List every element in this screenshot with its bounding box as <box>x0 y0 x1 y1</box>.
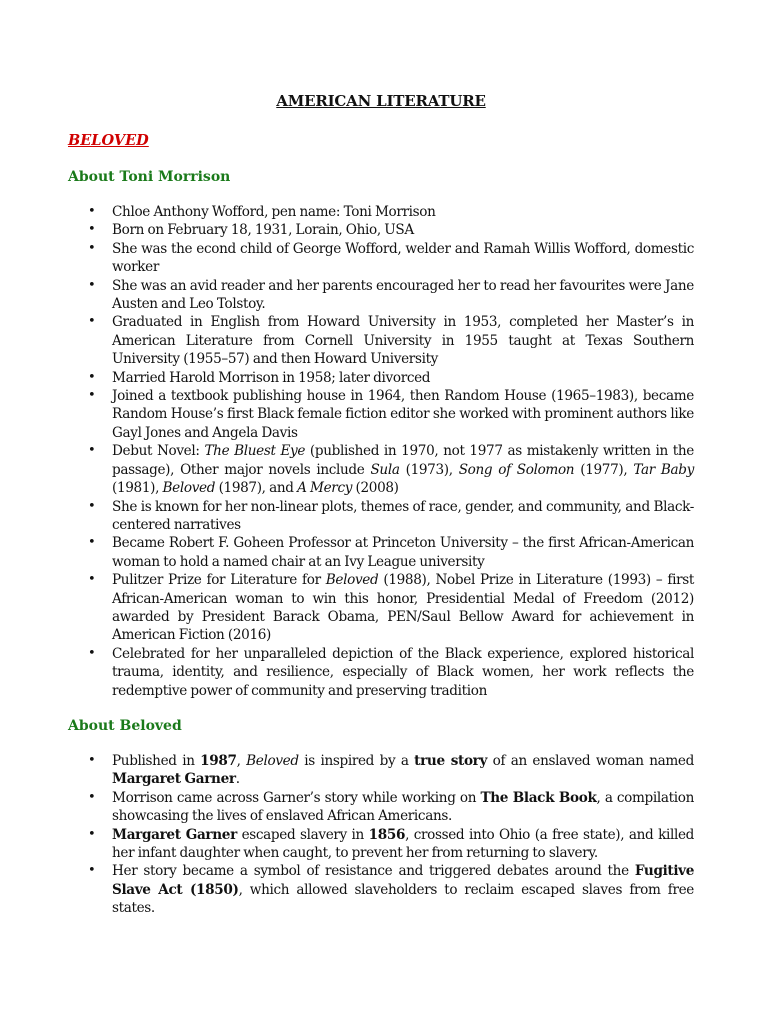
text-run: Song of Solomon <box>458 461 575 478</box>
bullet-icon: • <box>88 314 96 330</box>
list-item <box>68 369 694 387</box>
list-item <box>68 645 694 700</box>
text-run: , <box>236 752 247 769</box>
text-run: (published in 1970, not 1977 as mistakenly written in the passage), Other major novels include <box>112 443 694 478</box>
text-run: , which allowed slaveholders to reclaim escaped slaves from free states. <box>112 881 694 917</box>
document-page <box>68 92 694 936</box>
list-item <box>68 571 694 645</box>
list-item <box>68 534 694 571</box>
text-run: Became Robert F. Goheen Professor at Princeton University – the first African-American woman to hold a named chair at an Ivy League university <box>112 535 694 570</box>
bullet-icon: • <box>88 752 96 768</box>
text-run: She was the econd child of George Wofford, welder and Ramah Willis Wofford, domestic worker <box>112 240 694 276</box>
text-run: (1987), and <box>215 480 298 497</box>
bullet-icon: • <box>88 388 96 404</box>
text-run: Published in <box>112 752 201 769</box>
text-run: Margaret Garner <box>112 771 236 788</box>
text-run: Her story became a symbol of resistance and triggered debates around the <box>112 863 635 880</box>
section-heading: About Toni Morrison <box>68 169 231 185</box>
text-run: 1856 <box>368 826 406 843</box>
text-run: Debut Novel: <box>112 443 205 460</box>
text-run: (2008) <box>352 480 399 497</box>
text-run: Beloved <box>325 572 379 589</box>
bullet-icon: • <box>88 369 96 385</box>
text-run: Beloved <box>162 480 216 497</box>
bullet-icon: • <box>88 863 96 879</box>
text-run: Fugitive Slave Act (1850) <box>112 863 694 898</box>
text-run: She is known for her non-linear plots, themes of race, gender, and community, and Black-centered narratives <box>112 498 694 533</box>
bullet-icon: • <box>88 222 96 238</box>
section-about-beloved <box>68 718 694 918</box>
text-run: Celebrated for her unparalleled depiction of the Black experience, explored historical trauma, identity, and resilience, especially of Black women, her work reflects the redemptive power of community and preserving tradition <box>112 645 694 699</box>
text-run: (1981), <box>112 480 163 497</box>
list-item <box>68 752 694 789</box>
list-item <box>68 387 694 442</box>
text-run: The Bluest Eye <box>204 443 306 460</box>
section-about-morrison <box>68 169 694 700</box>
section-heading: About Beloved <box>68 717 182 734</box>
bullet-icon: • <box>88 645 96 661</box>
text-run: Graduated in English from Howard University in 1953, completed her Master’s in American Literature from Cornell University in 1955 taught at Texas Southern University (1955–57) and then Howard University <box>112 314 694 368</box>
text-run: , a compilation showcasing the lives of enslaved African Americans. <box>112 789 694 825</box>
text-run: Beloved <box>246 752 299 769</box>
text-run: escaped slavery in <box>236 826 369 843</box>
text-run: , crossed into Ohio (a free state), and killed her infant daughter when caught, to prevent her from returning to slavery. <box>112 826 694 861</box>
text-run: 1987 <box>200 752 237 769</box>
text-run: Margaret Garner <box>112 826 237 843</box>
text-run: true story <box>414 752 488 769</box>
bullet-icon: • <box>88 204 96 219</box>
text-run: Tar Baby <box>633 461 694 478</box>
list-item <box>68 203 694 221</box>
list-item <box>68 277 694 314</box>
book-title: BELOVED <box>68 132 149 149</box>
text-run: Sula <box>370 461 400 478</box>
bullet-icon: • <box>88 826 96 842</box>
text-run: Chloe Anthony Wofford, pen name: Toni Morrison <box>112 204 436 220</box>
text-run: (1977), <box>574 461 634 478</box>
text-run: A Mercy <box>297 480 353 497</box>
text-run: She was an avid reader and her parents encouraged her to read her favourites were Jane Austen and Leo Tolstoy. <box>112 277 694 313</box>
bullet-icon: • <box>88 572 96 588</box>
text-run: Morrison came across Garner’s story while working on <box>112 789 481 806</box>
bullet-icon: • <box>88 535 96 551</box>
text-run: The Black Book <box>480 789 597 806</box>
text-run: is inspired by a <box>298 752 415 769</box>
text-run: (1973), <box>399 461 459 478</box>
bullet-list <box>68 203 694 700</box>
bullet-icon: • <box>88 789 96 805</box>
list-item <box>68 442 694 497</box>
text-run: Pulitzer Prize for Literature for <box>112 572 326 589</box>
text-run: of an enslaved woman named <box>487 752 694 769</box>
list-item <box>68 862 694 917</box>
bullet-icon: • <box>88 498 96 514</box>
list-item <box>68 498 694 535</box>
list-item <box>68 221 694 239</box>
text-run: (1988), Nobel Prize in Literature (1993) – first African-American woman to win this honor, Presidential Medal of Freedom (2012) awarded by President Barack Obama, PEN/Saul Bellow Award for achievement in American Fiction (2016) <box>112 572 694 644</box>
list-item <box>68 826 694 863</box>
list-item <box>68 313 694 368</box>
bullet-list <box>68 752 694 918</box>
text-run: Joined a textbook publishing house in 1964, then Random House (1965–1983), became Random House’s first Black female fiction editor she worked with prominent authors like Gayl Jones and Angela Davis <box>112 388 694 441</box>
list-item <box>68 240 694 277</box>
list-item <box>68 789 694 826</box>
bullet-icon: • <box>88 443 96 459</box>
text-run: . <box>235 771 240 788</box>
bullet-icon: • <box>88 240 96 256</box>
text-run: Born on February 18, 1931, Lorain, Ohio, USA <box>112 222 414 239</box>
document-title: AMERICAN LITERATURE <box>276 92 486 110</box>
text-run: Married Harold Morrison in 1958; later divorced <box>112 369 431 386</box>
bullet-icon: • <box>88 277 96 293</box>
